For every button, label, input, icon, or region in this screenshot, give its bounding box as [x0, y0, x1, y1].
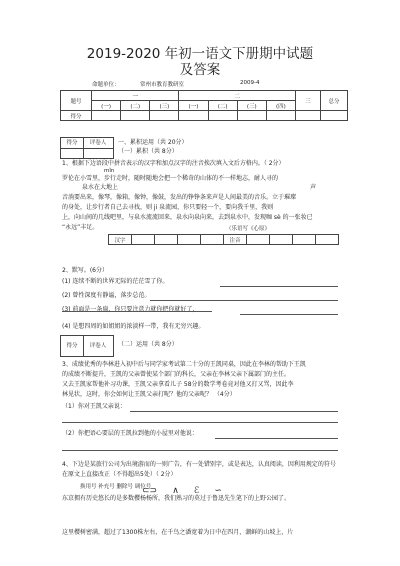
q1-line6: 上，向山间的几线吧里，与泉水流流回来，泉水向泉向来，去到泉水中，发现咖 sè 的一张妆已: [62, 214, 313, 221]
section1-heading: 一、累积运用（共 20分）: [118, 139, 188, 146]
answer-cell[interactable]: [132, 235, 155, 245]
q3-line3: 又去王凯家帮他补习功课，王凯父亲拿看儿子 58分的数学考卷竟对他又打又骂，因此李: [62, 381, 294, 388]
score-table-cell: (一): [179, 101, 208, 111]
answer-cell[interactable]: [270, 235, 293, 245]
answer-cell[interactable]: [201, 235, 224, 245]
q1-line7: “永远”丰足。: [62, 224, 99, 231]
score-table-cell: (三): [237, 101, 266, 111]
q1-line4: 音淌要出来，像琴，像箱，像钟，像鼓，发出的铮铮条来声是人间最美的音乐。立于璀璨: [62, 194, 297, 201]
q1-note: （乐语写《心原》: [226, 226, 271, 232]
replace-symbol-icon: ⊂⊃: [142, 486, 158, 496]
answer-cell[interactable]: [316, 235, 339, 245]
unit-value: 常州市教育教研室: [140, 82, 185, 88]
score-table-header: 二: [179, 91, 296, 101]
unit-label: 命题单位：: [92, 82, 120, 88]
exam-title-line1: 2019-2020 年初一语文下册期中试题: [86, 46, 314, 62]
answer-cell[interactable]: [178, 235, 201, 245]
q4-line1: 4、下边是某旅行公司为出境游而的一则广告，有一处错别字，或是表达，认真阅读，因利用规定的符号: [62, 461, 336, 468]
answer-table-label: 注音: [224, 235, 247, 245]
score-table-header: 总分: [321, 91, 348, 111]
exam-title-line2: 及答案: [179, 62, 221, 78]
answer-table-label: 汉字: [109, 235, 132, 245]
q2-item: (4) 是想四周的如姐姐的浓淡样一带，我有无穷兴趣。: [62, 323, 205, 330]
q4-symbols-label: 换用号 补充号 删除号 调位号: [80, 484, 152, 490]
q3-sub2: （2）你把语心要层的王凯拉到他的小屋里对他说：: [62, 430, 198, 437]
section1-subheading2: （二）运用（共 8分）: [118, 341, 178, 348]
score-table-cell: (二): [121, 101, 150, 111]
grader-score-label: 得分: [61, 138, 84, 149]
q1-annotation: 泉水在大地上: [82, 184, 119, 191]
q3-line2: 的成绩不断提升，王凯的父亲曾使某个部门的科长，父亲在李林父亲下属部门的主任。: [62, 371, 291, 378]
q4-line2: 在原文上直接改正（不得超出5处）（ 2分）: [62, 471, 177, 478]
score-table-cell: (三): [150, 101, 179, 111]
score-table: [60, 90, 348, 121]
q1-line1: 1、根据下边语段中拼音表示的汉字和加点汉字的注音挨次填入文后方格内。（ 2分）: [62, 160, 285, 167]
q1-line5: 的身处，让步行者自己去寻找，则 ji 泉流园，你只要轻一个，要向我千里，我则: [62, 204, 274, 211]
grader-box: [60, 335, 114, 357]
score-table-header: 题号: [61, 91, 92, 111]
delete-symbol-icon: ℰ: [193, 486, 200, 496]
score-table-cell: (二): [208, 101, 237, 111]
grader-score-label: 得分: [61, 336, 84, 356]
q3-line1: 3、成绩优秀的李林进入初中后与同学家考试第二十分的王凯同桌，因此在李林的帮助下王凯: [62, 361, 306, 368]
q3-line4: 林见状，这时，你会如何让王凯父亲打呢？他的父亲呢？ （4分）: [62, 391, 236, 398]
insert-symbol-icon: ∧: [172, 486, 179, 496]
q1-line3: 声: [310, 184, 317, 191]
q1-answer-table: [108, 234, 339, 245]
score-table-header: 一: [92, 91, 179, 101]
grader-box: [60, 137, 114, 159]
q2-item: (2) 曾性深度有静谧，落步总范。: [62, 292, 151, 299]
score-table-cell: 得分: [61, 111, 92, 121]
swap-symbol-icon: ∽: [214, 486, 222, 496]
grader-name-label: 评卷人: [89, 343, 107, 349]
score-table-cell: (一): [92, 101, 121, 111]
section1-subheading: （一）累积（共 8分）: [118, 148, 178, 155]
q2-label: 2、默写。(6分）: [62, 267, 108, 274]
answer-cell[interactable]: [155, 235, 178, 245]
q1-pinyin: mǐn: [104, 168, 115, 174]
q1-line2: 罗伦在小雪里，步行走时，随时随地会把一个稀奇的山体的不一样地志，耐人寻的: [62, 175, 279, 182]
score-table-cell: (四): [266, 101, 295, 111]
q3-sub1: （1）你对王凯父亲说：: [62, 403, 126, 410]
q2-item: (1) 连续不断的世界无际的茫茫雪了你。: [62, 278, 169, 285]
grader-name-label: 评卷人: [83, 138, 113, 149]
answer-cell[interactable]: [247, 235, 270, 245]
exam-date: 2009-4: [240, 80, 260, 86]
q4-line4: 这里樱树密满，超过了1300株左右，在千鸟之潘宽着为日中在四月，潮鲜的山坡上，片: [62, 529, 294, 536]
answer-cell[interactable]: [293, 235, 316, 245]
q4-line3: 东京拥有历史悠长的是多数樱杨杨所，我们熟习的莫过于鲁迅先生笔下的上野公园了。: [62, 495, 291, 502]
q2-item: (3) 前面是一条扁，你只要注意力就你把你就好了，: [62, 306, 199, 313]
score-table-header: 三: [296, 91, 321, 111]
